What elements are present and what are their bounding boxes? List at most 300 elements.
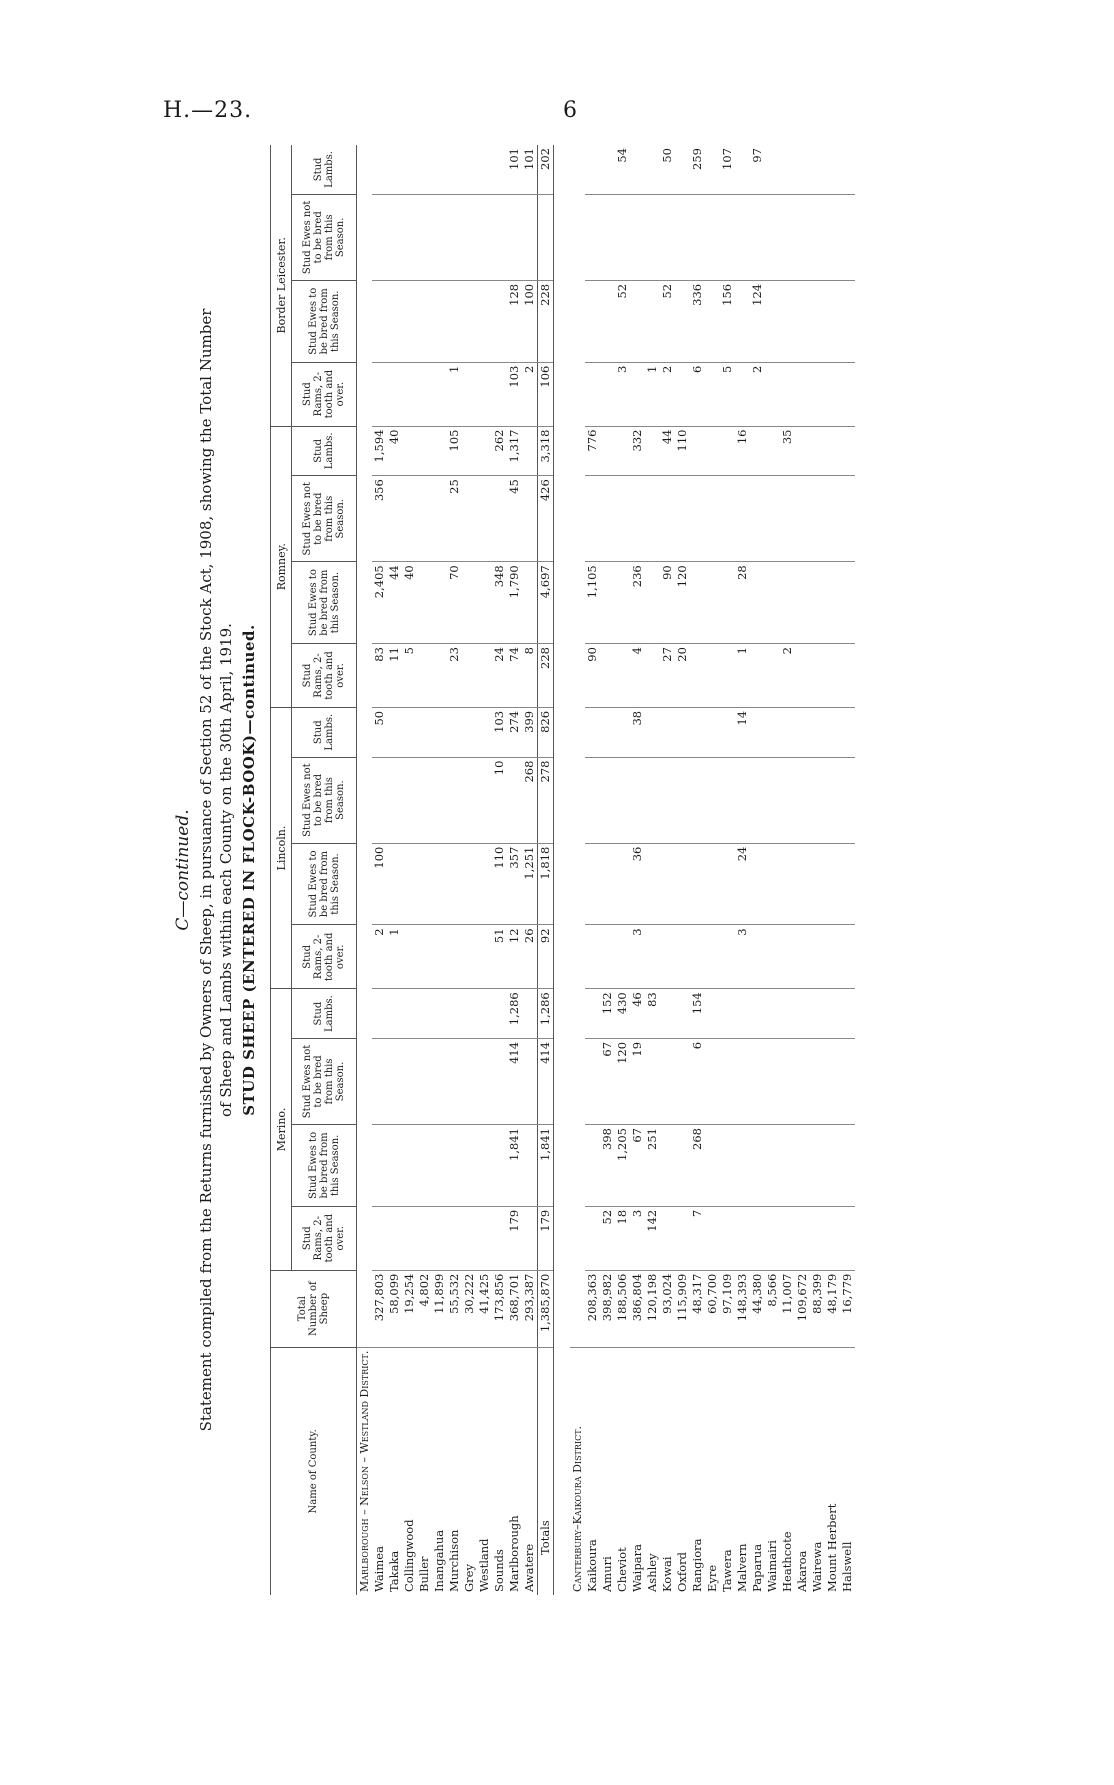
stud-value: [750, 426, 765, 476]
total-sheep: 41,425: [477, 1270, 492, 1347]
stud-value: [720, 1038, 735, 1124]
stud-value: [492, 1206, 507, 1270]
stud-value: 6: [690, 1038, 705, 1124]
stud-value: [840, 426, 855, 476]
table-row: [492, 145, 507, 1595]
stud-value: [432, 925, 447, 989]
stud-value: [735, 194, 750, 280]
stud-value: [417, 757, 432, 843]
statement-title-line1: Statement compiled from the Returns furnished by Owners of Sheep, in pursuance of Section 52 of the Stock Act, 1908, showing the Total Number: [197, 308, 215, 1432]
stud-value: 4: [630, 644, 645, 708]
stud-value: 356: [372, 476, 387, 562]
stud-value: [585, 925, 600, 989]
stud-value: [660, 843, 675, 925]
stud-value: [432, 1125, 447, 1207]
stud-value: 1: [735, 644, 750, 708]
col-total-header: Total Number of Sheep: [271, 1270, 357, 1347]
totals-value: 228: [538, 280, 554, 362]
stud-value: [417, 644, 432, 708]
stud-value: [462, 194, 477, 280]
stud-value: [402, 1206, 417, 1270]
stud-value: [402, 989, 417, 1039]
stud-value: [447, 707, 462, 757]
stud-value: [780, 1038, 795, 1124]
stud-value: [705, 1125, 720, 1207]
county-name: Malvern: [735, 1543, 749, 1592]
stud-value: [387, 989, 402, 1039]
stud-value: [615, 476, 630, 562]
stud-value: [507, 194, 522, 280]
stud-value: 110: [675, 426, 690, 476]
stud-value: [765, 194, 780, 280]
totals-value: 179: [538, 1206, 554, 1270]
stud-value: [780, 925, 795, 989]
stud-value: [522, 562, 538, 644]
stud-value: [705, 562, 720, 644]
sub-header-1-0: Stud Rams, 2-tooth and over.: [292, 925, 357, 989]
stud-value: 67: [600, 1038, 615, 1124]
stud-value: 3: [735, 925, 750, 989]
stud-value: [645, 280, 660, 362]
stud-value: [462, 145, 477, 194]
stud-value: [477, 1125, 492, 1207]
stud-value: [585, 1125, 600, 1207]
stud-value: 14: [735, 707, 750, 757]
stud-value: [507, 757, 522, 843]
county-name: Amuri: [600, 1556, 614, 1592]
stud-value: [705, 426, 720, 476]
totals-label: Totals: [538, 1347, 554, 1595]
stud-value: 2,405: [372, 562, 387, 644]
stud-value: [402, 1038, 417, 1124]
stud-value: [417, 562, 432, 644]
stud-value: [600, 757, 615, 843]
stud-value: [492, 280, 507, 362]
stud-value: [750, 476, 765, 562]
stud-value: [795, 1038, 810, 1124]
total-sheep: 55,532: [447, 1270, 462, 1347]
stud-value: 19: [630, 1038, 645, 1124]
stud-value: [675, 145, 690, 194]
stud-value: [735, 989, 750, 1039]
stud-value: [447, 757, 462, 843]
stud-value: [387, 843, 402, 925]
stud-value: [600, 145, 615, 194]
county-name: Oxford: [675, 1552, 689, 1592]
rotated-page-content: [170, 145, 990, 1595]
stud-value: [645, 426, 660, 476]
table-row: [735, 145, 750, 1595]
stud-value: [795, 989, 810, 1039]
stud-value: 70: [447, 562, 462, 644]
stud-value: [840, 476, 855, 562]
stud-value: [432, 989, 447, 1039]
stud-value: [432, 476, 447, 562]
stud-value: [750, 194, 765, 280]
stud-value: [402, 426, 417, 476]
stud-value: [600, 644, 615, 708]
stud-value: [720, 476, 735, 562]
stud-value: [645, 1038, 660, 1124]
total-sheep: 327,803: [372, 1270, 387, 1347]
totals-value: 202: [538, 145, 554, 194]
stud-value: 2: [750, 362, 765, 426]
totals-value: 1,818: [538, 843, 554, 925]
stud-value: [387, 1038, 402, 1124]
stud-value: [387, 1125, 402, 1207]
stud-value: [387, 707, 402, 757]
county-name: Marlborough: [507, 1515, 521, 1592]
stud-value: 25: [447, 476, 462, 562]
stud-value: [630, 757, 645, 843]
stud-value: [825, 194, 840, 280]
stud-value: [477, 145, 492, 194]
stud-value: [447, 989, 462, 1039]
sub-header-3-3: Stud Lambs.: [292, 145, 357, 194]
stud-value: [735, 757, 750, 843]
stud-value: 103: [507, 362, 522, 426]
stud-value: [432, 644, 447, 708]
stud-value: 179: [507, 1206, 522, 1270]
stud-value: [522, 476, 538, 562]
page-ref: H.—23.: [163, 98, 253, 123]
total-sheep: 115,909: [675, 1270, 690, 1347]
stud-value: [690, 757, 705, 843]
stud-value: [447, 194, 462, 280]
stud-value: [690, 644, 705, 708]
total-sheep: 293,387: [522, 1270, 538, 1347]
stud-value: [780, 707, 795, 757]
stud-value: [690, 562, 705, 644]
county-name: Rangiora: [690, 1538, 704, 1592]
stud-value: [810, 989, 825, 1039]
stud-value: [735, 145, 750, 194]
stud-value: [735, 280, 750, 362]
stud-value: 100: [372, 843, 387, 925]
stud-value: 16: [735, 426, 750, 476]
breed-header-romney: Romney.: [271, 426, 292, 707]
stud-value: [492, 1038, 507, 1124]
stud-value: [417, 989, 432, 1039]
stud-value: 1: [387, 925, 402, 989]
stud-value: 110: [492, 843, 507, 925]
stud-value: [402, 362, 417, 426]
stud-value: [705, 843, 720, 925]
stud-value: 97: [750, 145, 765, 194]
stud-value: [447, 1206, 462, 1270]
col-name-header: Name of County.: [271, 1347, 357, 1595]
stud-value: [477, 707, 492, 757]
stud-value: [372, 757, 387, 843]
total-sheep: 11,007: [780, 1270, 795, 1347]
stud-value: [585, 362, 600, 426]
stud-value: [522, 194, 538, 280]
stud-value: [780, 476, 795, 562]
stud-value: [765, 925, 780, 989]
stud-value: [615, 757, 630, 843]
stud-value: [600, 362, 615, 426]
stud-value: 154: [690, 989, 705, 1039]
stud-value: [810, 1206, 825, 1270]
stud-value: [372, 194, 387, 280]
stud-value: 107: [720, 145, 735, 194]
total-sheep: 398,982: [600, 1270, 615, 1347]
stud-value: [720, 194, 735, 280]
stud-value: [795, 362, 810, 426]
stud-value: [387, 1206, 402, 1270]
total-sheep: 44,380: [750, 1270, 765, 1347]
stud-value: [825, 925, 840, 989]
stud-value: [705, 644, 720, 708]
stud-value: [432, 362, 447, 426]
stud-value: [675, 362, 690, 426]
stud-value: [522, 1038, 538, 1124]
stud-value: [825, 476, 840, 562]
stud-value: 1: [645, 362, 660, 426]
total-sheep: 109,672: [795, 1270, 810, 1347]
stud-value: [765, 989, 780, 1039]
stud-value: 20: [675, 644, 690, 708]
stud-value: [417, 925, 432, 989]
stud-value: 2: [660, 362, 675, 426]
stud-value: [675, 280, 690, 362]
totals-value: 228: [538, 644, 554, 708]
table-row: [600, 145, 615, 1595]
stud-value: [417, 476, 432, 562]
stud-value: [645, 476, 660, 562]
stud-value: [492, 145, 507, 194]
totals-value: 4,697: [538, 562, 554, 644]
stud-value: 101: [507, 145, 522, 194]
stud-value: [720, 757, 735, 843]
stud-value: [765, 843, 780, 925]
stud-value: [795, 1125, 810, 1207]
total-sheep: 8,566: [765, 1270, 780, 1347]
stud-value: [795, 1206, 810, 1270]
stud-value: [705, 1038, 720, 1124]
stud-value: [735, 362, 750, 426]
table-row: [387, 145, 402, 1595]
stud-value: [387, 145, 402, 194]
stud-value: [735, 1125, 750, 1207]
stud-value: 18: [615, 1206, 630, 1270]
stud-value: [600, 925, 615, 989]
stud-value: 40: [387, 426, 402, 476]
county-name: Paparua: [750, 1543, 764, 1592]
total-sheep: 173,856: [492, 1270, 507, 1347]
stud-value: [750, 1206, 765, 1270]
stud-value: [477, 925, 492, 989]
stud-value: [432, 280, 447, 362]
stud-value: 3: [630, 1206, 645, 1270]
stud-value: [675, 1038, 690, 1124]
totals-value: [538, 194, 554, 280]
stud-value: [432, 1206, 447, 1270]
section-subtitle: STUD SHEEP (ENTERED IN FLOCK-BOOK)—continued.: [240, 624, 258, 1116]
stud-value: [477, 843, 492, 925]
total-sheep: 368,701: [507, 1270, 522, 1347]
stud-value: [645, 707, 660, 757]
county-name: Waimairi: [765, 1540, 779, 1592]
sub-header-2-0: Stud Rams, 2-tooth and over.: [292, 644, 357, 708]
stud-value: [705, 707, 720, 757]
stud-value: [462, 1125, 477, 1207]
stud-value: 1,594: [372, 426, 387, 476]
table-row: [402, 145, 417, 1595]
sub-header-2-2: Stud Ewes not to be bred from this Season.: [292, 476, 357, 562]
table-row: [522, 145, 538, 1595]
stud-value: [765, 362, 780, 426]
total-sheep: 88,399: [810, 1270, 825, 1347]
stud-value: [372, 1206, 387, 1270]
stud-value: [432, 843, 447, 925]
stud-value: 100: [522, 280, 538, 362]
stud-value: [630, 362, 645, 426]
stud-value: [675, 989, 690, 1039]
stud-value: [432, 1038, 447, 1124]
stud-value: [675, 757, 690, 843]
table-row: [810, 145, 825, 1595]
stud-value: [585, 476, 600, 562]
sub-header-0-3: Stud Lambs.: [292, 989, 357, 1039]
stud-value: [675, 194, 690, 280]
stud-value: 414: [507, 1038, 522, 1124]
table-body: [357, 145, 856, 1595]
stud-value: [417, 426, 432, 476]
stud-value: [462, 989, 477, 1039]
stud-value: 67: [630, 1125, 645, 1207]
table-row: [462, 145, 477, 1595]
stud-value: [417, 362, 432, 426]
stud-value: [402, 1125, 417, 1207]
stud-value: 152: [600, 989, 615, 1039]
stud-value: [615, 925, 630, 989]
stud-value: [660, 194, 675, 280]
stud-value: [600, 843, 615, 925]
stud-value: [447, 925, 462, 989]
table-row: [750, 145, 765, 1595]
stud-value: 430: [615, 989, 630, 1039]
stud-value: [402, 707, 417, 757]
stud-value: [720, 707, 735, 757]
stud-value: [477, 362, 492, 426]
stud-value: [645, 757, 660, 843]
stud-value: [660, 707, 675, 757]
stud-value: [705, 280, 720, 362]
stud-value: [432, 426, 447, 476]
table-row: [417, 145, 432, 1595]
stud-value: [387, 194, 402, 280]
county-name: Mount Herbert: [825, 1503, 839, 1592]
stud-value: [372, 989, 387, 1039]
stud-value: [780, 145, 795, 194]
table-row: [477, 145, 492, 1595]
county-name: Inangahua: [432, 1529, 446, 1592]
stud-value: [705, 1206, 720, 1270]
stud-value: [840, 989, 855, 1039]
total-sheep: 148,393: [735, 1270, 750, 1347]
stud-value: 83: [372, 644, 387, 708]
total-sheep: 16,779: [840, 1270, 855, 1347]
stud-value: [840, 757, 855, 843]
totals-value: 92: [538, 925, 554, 989]
stud-value: [825, 989, 840, 1039]
stud-value: 6: [690, 362, 705, 426]
stud-value: 348: [492, 562, 507, 644]
stud-value: [402, 925, 417, 989]
stud-value: 12: [507, 925, 522, 989]
stud-value: [750, 707, 765, 757]
stud-value: [477, 562, 492, 644]
stud-value: [477, 1038, 492, 1124]
stud-value: 44: [660, 426, 675, 476]
stud-value: [825, 1125, 840, 1207]
total-sheep: 30,222: [462, 1270, 477, 1347]
county-name: Awatere: [522, 1543, 536, 1592]
stud-value: [810, 280, 825, 362]
stud-value: [615, 843, 630, 925]
stud-value: [765, 280, 780, 362]
stud-value: [387, 757, 402, 843]
stud-value: 40: [402, 562, 417, 644]
table-row: [690, 145, 705, 1595]
stud-value: [705, 476, 720, 562]
stud-value: [705, 989, 720, 1039]
stud-value: 1,205: [615, 1125, 630, 1207]
stud-value: 120: [615, 1038, 630, 1124]
stud-value: 52: [615, 280, 630, 362]
stud-value: [585, 194, 600, 280]
stud-value: [462, 1038, 477, 1124]
stud-value: [795, 925, 810, 989]
stud-value: [462, 362, 477, 426]
sub-header-3-2: Stud Ewes not to be bred from this Season.: [292, 194, 357, 280]
stud-value: 24: [735, 843, 750, 925]
stud-value: [522, 426, 538, 476]
stud-value: [645, 562, 660, 644]
stud-value: [765, 562, 780, 644]
stud-value: 2: [780, 644, 795, 708]
stud-value: [417, 1125, 432, 1207]
stud-value: [795, 644, 810, 708]
stud-value: 398: [600, 1125, 615, 1207]
county-name: Halswell: [840, 1541, 854, 1592]
total-sheep: 386,804: [630, 1270, 645, 1347]
table-row: [645, 145, 660, 1595]
stud-value: 1,286: [507, 989, 522, 1039]
sub-header-1-2: Stud Ewes not to be bred from this Season.: [292, 757, 357, 843]
stud-value: [447, 1038, 462, 1124]
stud-value: [477, 426, 492, 476]
stud-value: [765, 1206, 780, 1270]
totals-value: 3,318: [538, 426, 554, 476]
stud-value: [750, 644, 765, 708]
stud-value: [810, 426, 825, 476]
stud-value: [780, 1125, 795, 1207]
stud-value: [735, 476, 750, 562]
district-heading-row: [357, 145, 373, 1595]
stud-value: [387, 280, 402, 362]
stud-value: [795, 707, 810, 757]
stud-value: [432, 194, 447, 280]
stud-value: 399: [522, 707, 538, 757]
stud-value: [387, 362, 402, 426]
stud-value: [795, 476, 810, 562]
stud-value: [522, 1206, 538, 1270]
stud-value: 268: [690, 1125, 705, 1207]
table-row: [705, 145, 720, 1595]
totals-value: 426: [538, 476, 554, 562]
